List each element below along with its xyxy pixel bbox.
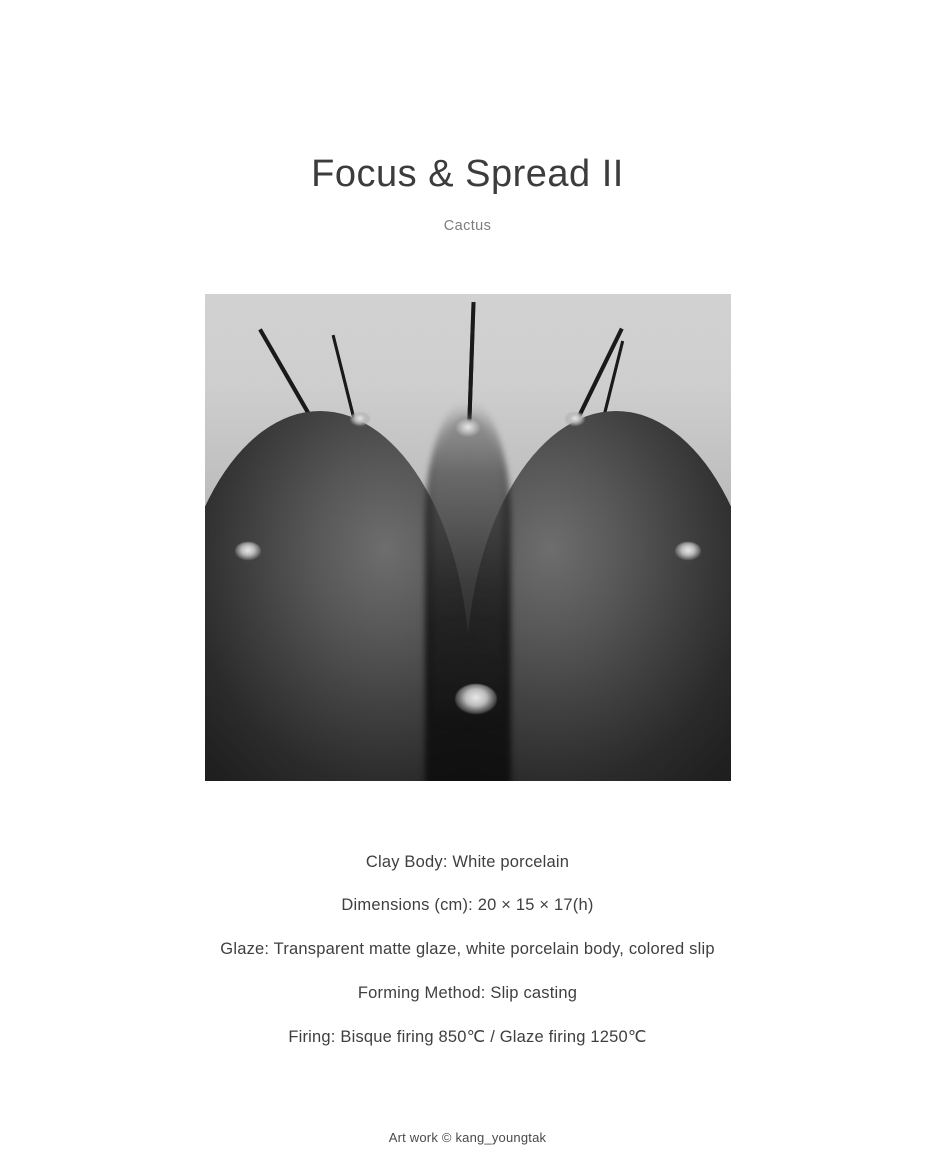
spec-firing: Firing: Bisque firing 850℃ / Glaze firing 1250℃ <box>288 1027 647 1046</box>
spec-clay-body: Clay Body: White porcelain <box>365 852 570 871</box>
spec-forming-method: Forming Method: Slip casting <box>357 983 578 1002</box>
artwork-image <box>205 294 731 781</box>
film-grain-overlay <box>205 294 731 781</box>
spec-glaze: Glaze: Transparent matte glaze, white porcelain body, colored slip <box>220 940 715 959</box>
page-title: Focus & Spread II <box>311 153 624 195</box>
cactus-photo <box>205 294 731 781</box>
page-subtitle: Cactus <box>443 217 492 234</box>
artwork-credit: Art work © kang_youngtak <box>388 1130 547 1145</box>
spec-dimensions: Dimensions (cm): 20 × 15 × 17(h) <box>341 896 594 915</box>
specification-list <box>0 853 935 1048</box>
